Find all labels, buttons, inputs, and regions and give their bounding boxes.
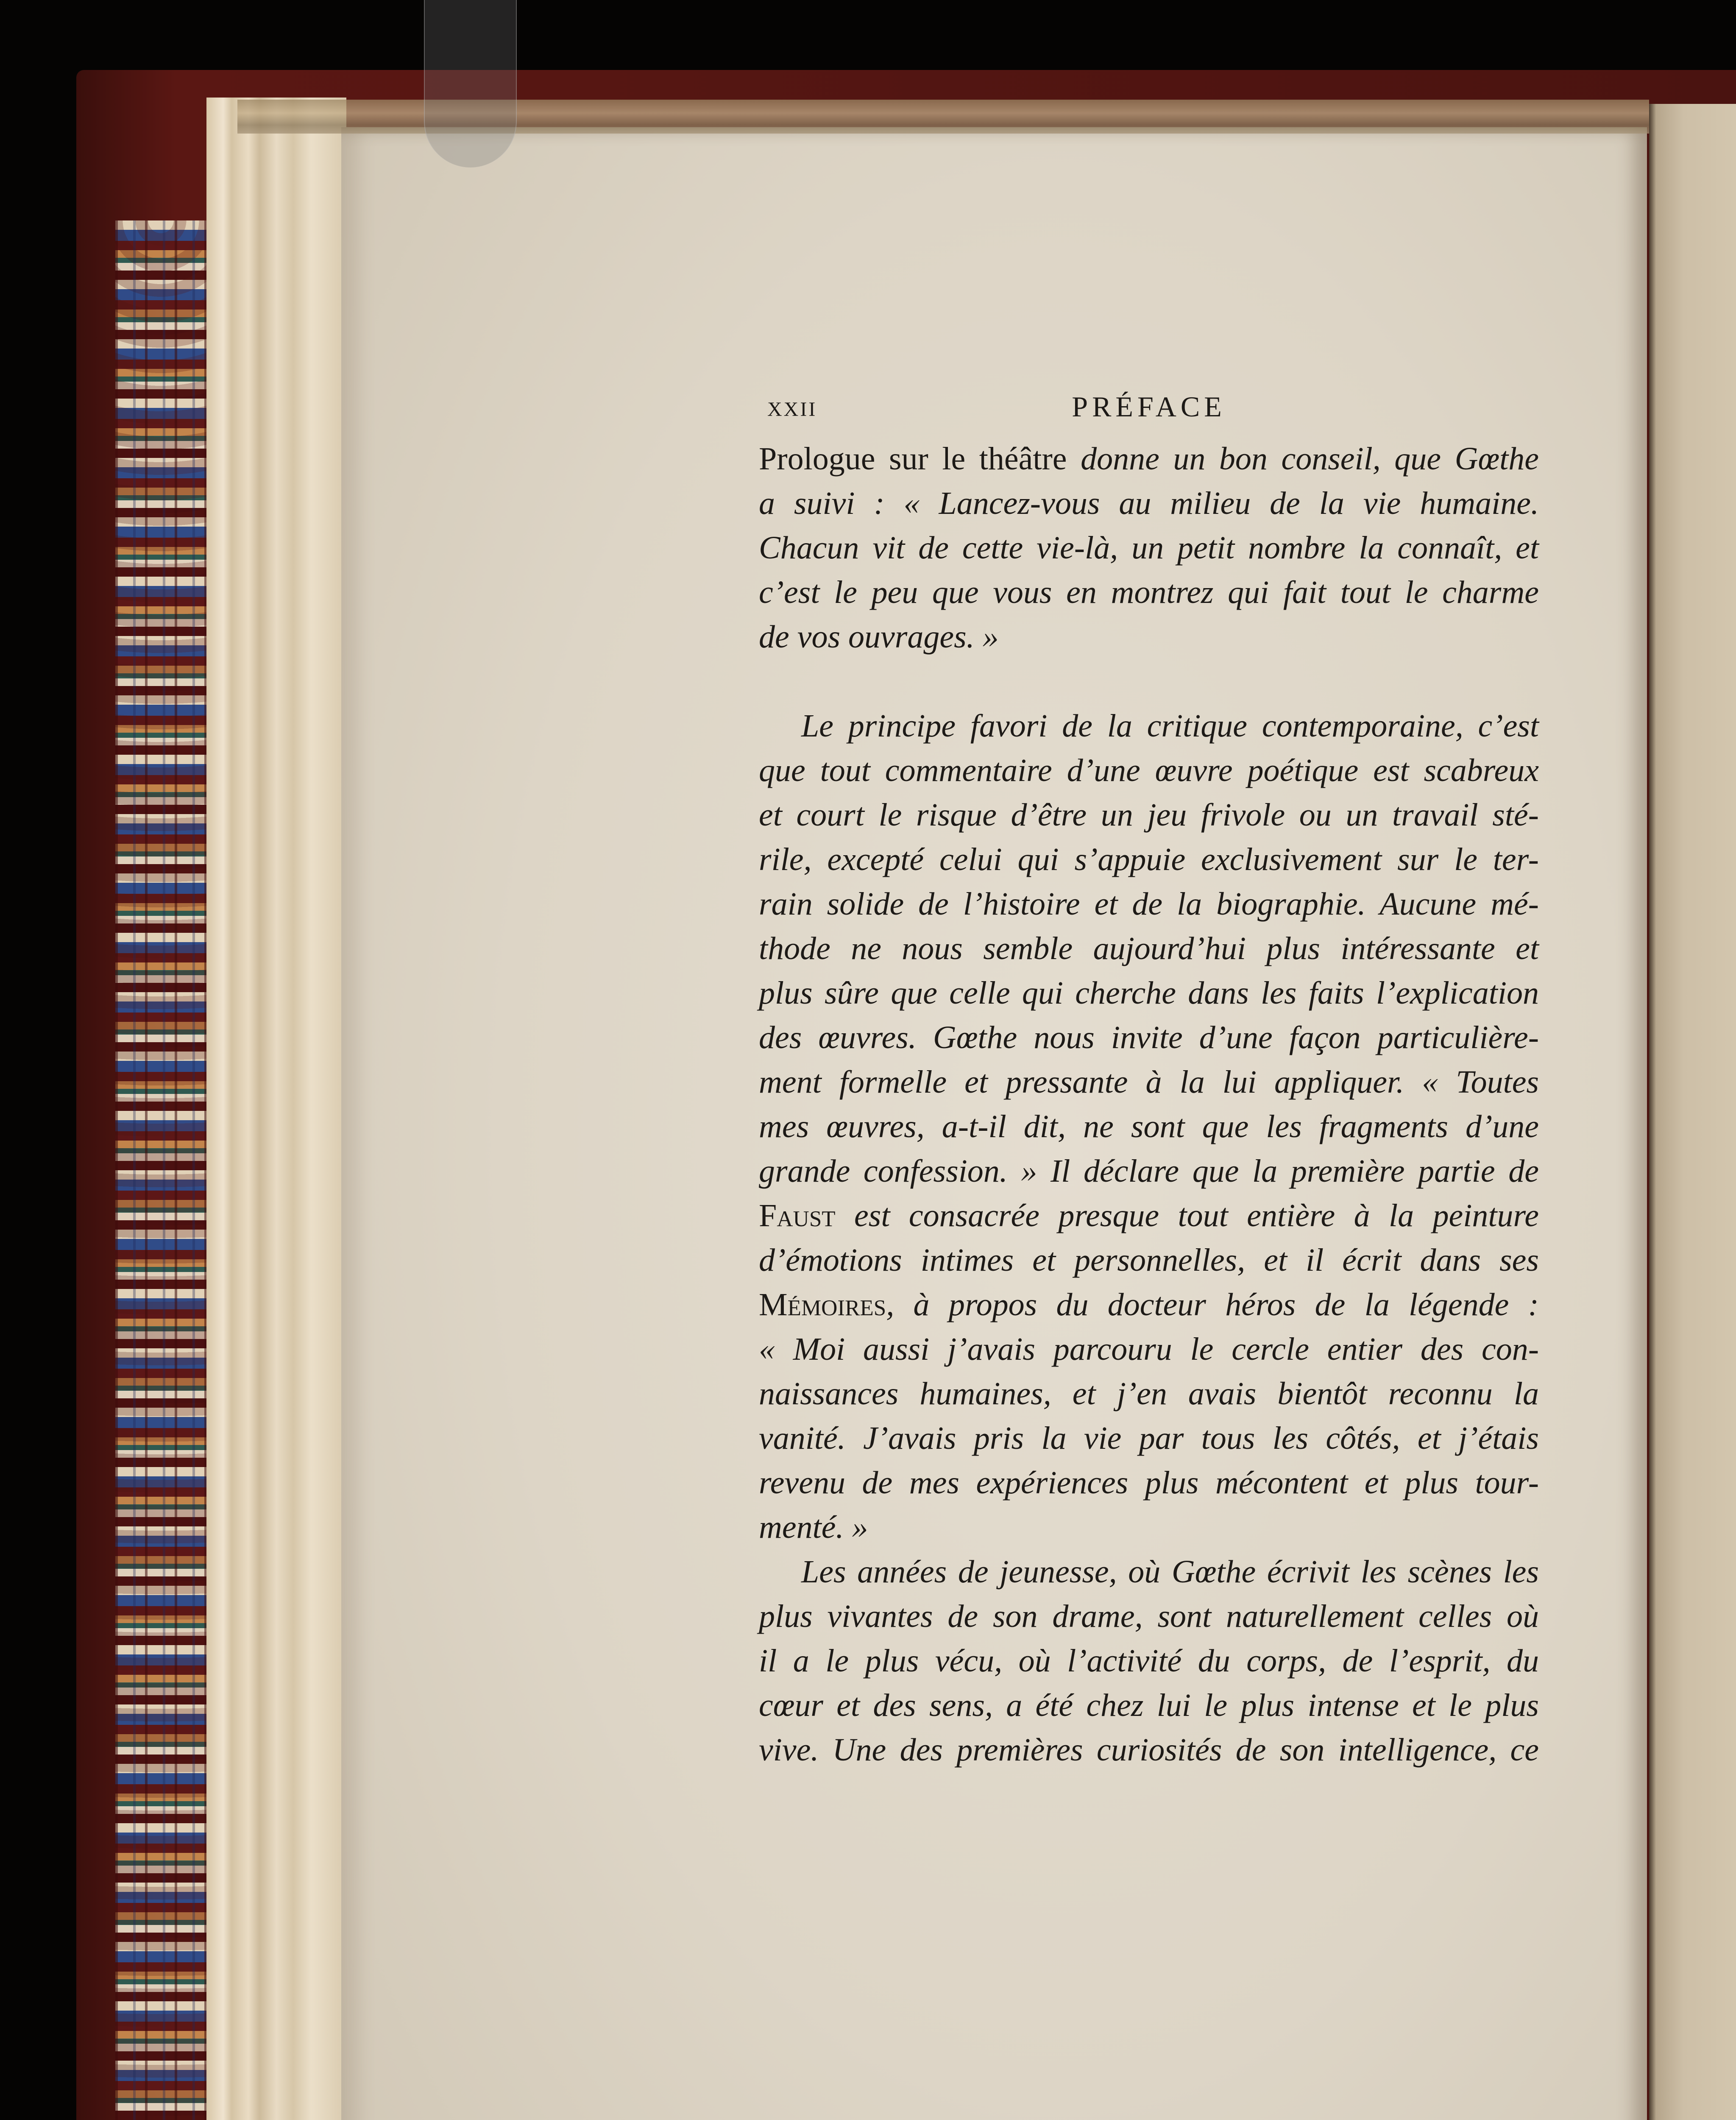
text-line: menté. » [759,1509,868,1545]
text-line: vive. Une des premières curiosités de son intelligence, ce [759,1732,1539,1768]
text-line: rain solide de l’histoire et de la biographie. Aucune mé- [759,886,1539,922]
roman-text: Prologue sur le théâtre [759,441,1067,477]
text-line: rile, excepté celui qui s’appuie exclusivement sur le ter- [759,842,1539,877]
running-head [759,390,1539,437]
text-line: ment formelle et pressante à la lui appliquer. « Toutes [759,1064,1539,1100]
text-line: vanité. J’avais pris la vie par tous les côtés, et j’étais [759,1420,1539,1456]
italic-text: est consacrée presque tout entière à la peinture [835,1198,1539,1233]
page-stack-edges [206,98,346,2120]
text-line: grande confession. » Il déclare que la première partie de [759,1153,1539,1189]
paragraph-gap [759,659,1539,704]
text-line: il a le plus vécu, où l’activité du corps, de l’esprit, du [759,1643,1539,1679]
text-block [759,390,1539,1772]
text-line: thode ne nous semble aujourd’hui plus intéressante et [759,931,1539,966]
paragraph-1 [759,437,1539,659]
italic-text: , à propos du docteur héros de la légende : [886,1287,1539,1322]
text-line: et court le risque d’être un jeu frivole ou un travail sté- [759,797,1539,833]
text-line: « Moi aussi j’avais parcouru le cercle entier des con- [759,1331,1539,1367]
text-line: plus sûre que celle qui cherche dans les faits l’explication [759,975,1539,1011]
text-line: des œuvres. Gœthe nous invite d’une façon particulière- [759,1020,1539,1055]
italic-text: donne un bon conseil, que Gœthe [1067,441,1539,477]
text-line: cœur et des sens, a été chez lui le plus intense et le plus [759,1688,1539,1723]
text-line [759,1283,1539,1327]
marbled-endpaper-overlay [115,220,206,2120]
text-line: mes œuvres, a-t-il dit, ne sont que les fragments d’une [759,1109,1539,1144]
text-line: que tout commentaire d’une œuvre poétique est scabreux [759,753,1539,788]
facing-page-edge [1649,104,1736,2120]
text-line: plus vivantes de son drame, sont naturellement celles où [759,1598,1539,1634]
text-line: revenu de mes expériences plus mécontent et plus tour- [759,1465,1539,1501]
paragraph-2 [759,704,1539,1550]
text-line [759,437,1539,481]
text-line: Chacun vit de cette vie-là, un petit nombre la connaît, et [759,530,1539,566]
text-line: de vos ouvrages. » [759,619,999,655]
page-number: XXII [767,398,817,421]
page-holder-clip-top [424,0,517,167]
text-line [759,1194,1539,1238]
text-line: c’est le peu que vous en montrez qui fait tout le charme [759,575,1539,610]
paragraph-3 [759,1550,1539,1772]
small-caps-title: Mémoires [759,1287,886,1322]
small-caps-title: Faust [759,1198,836,1233]
running-title: PRÉFACE [1072,391,1226,423]
text-line: naissances humaines, et j’en avais bientôt reconnu la [759,1376,1539,1411]
text-line: Les années de jeunesse, où Gœthe écrivit les scènes les [801,1554,1539,1590]
text-line: Le principe favori de la critique contemporaine, c’est [801,708,1539,744]
text-line: d’émotions intimes et personnelles, et il écrit dans ses [759,1242,1539,1278]
text-line: a suivi : « Lancez-vous au milieu de la vie humaine. [759,485,1539,521]
